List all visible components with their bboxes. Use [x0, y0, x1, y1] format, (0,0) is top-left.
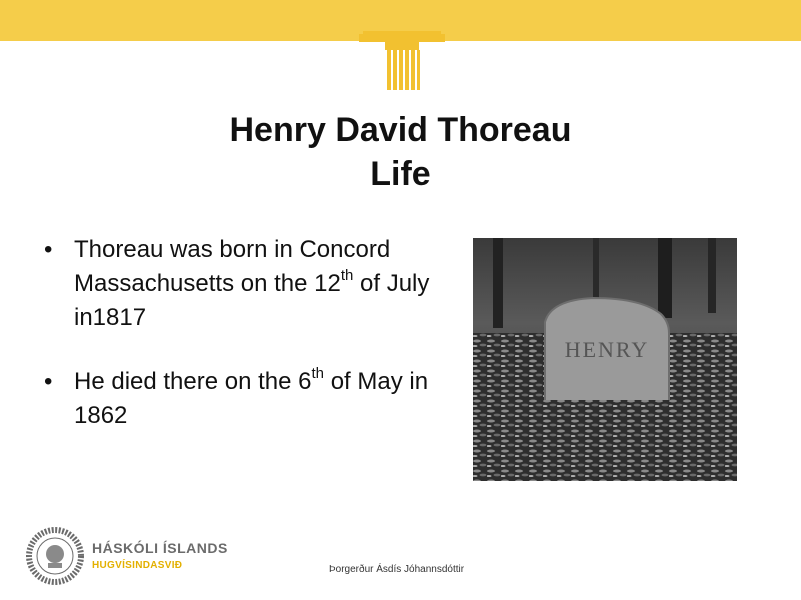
bullet-dot: • — [44, 236, 53, 263]
bullet-text-post: of May in 1862 — [74, 368, 429, 429]
bullet-text-pre: He died there on the 6 — [74, 368, 312, 395]
author-name: Þorgerður Ásdís Jóhannsdóttir — [329, 564, 465, 575]
slide-title — [0, 108, 801, 196]
bullet-list — [44, 233, 444, 463]
bullet-text-post: of July in1817 — [74, 270, 430, 331]
title-line-2: Life — [370, 155, 431, 193]
columns-logo-icon — [359, 24, 445, 92]
university-name: HÁSKÓLI ÍSLANDS — [92, 540, 228, 556]
bullet-text-pre: Thoreau was born in Concord Massachusetts on the 12 — [74, 236, 391, 297]
faculty-name: HUGVÍSINDASVIÐ — [92, 560, 183, 571]
bullet-ordinal-suffix: th — [311, 365, 325, 382]
title-line-1: Henry David Thoreau — [229, 111, 572, 149]
gravestone-photo — [473, 238, 737, 481]
bullet-text — [74, 236, 429, 331]
gravestone-inscription: HENRY — [564, 337, 650, 362]
bullet-item-death — [44, 365, 444, 433]
bullet-text — [74, 365, 429, 429]
bullet-item-birth — [44, 233, 444, 335]
bullet-ordinal-suffix: th — [340, 267, 354, 284]
university-seal-icon — [26, 527, 86, 585]
bullet-dot: • — [44, 368, 53, 395]
